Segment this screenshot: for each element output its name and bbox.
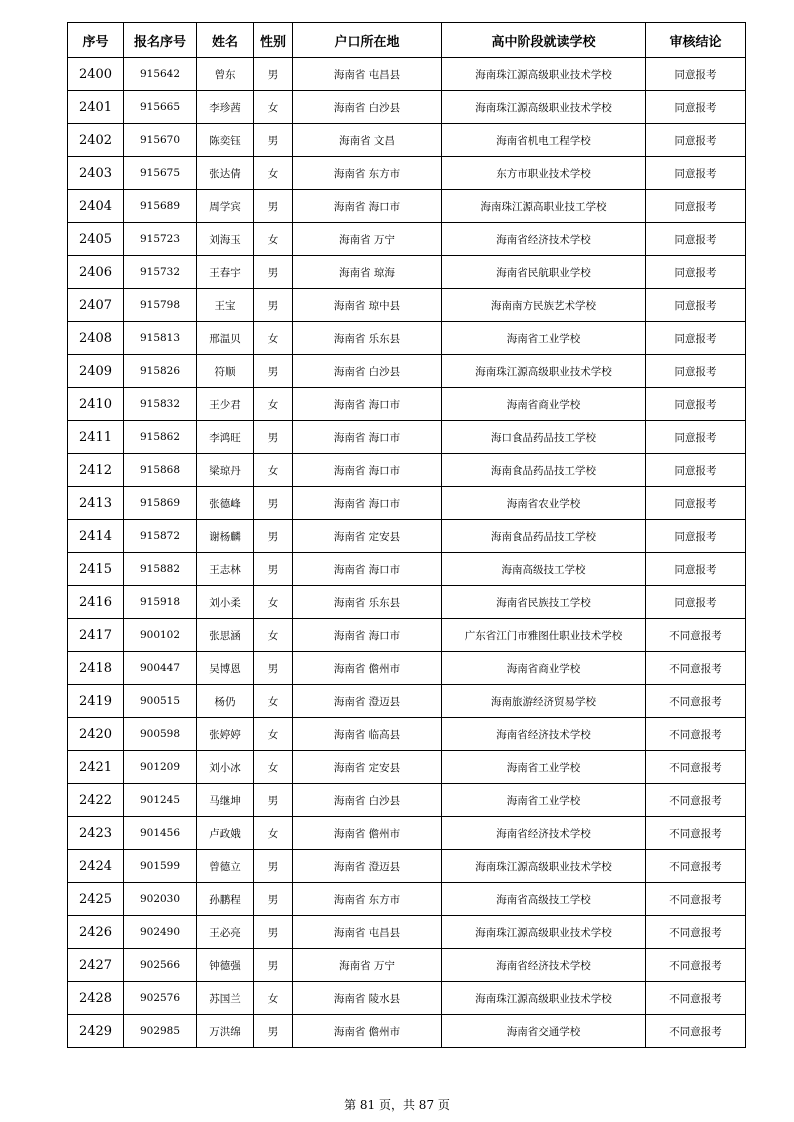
cell-household-location: 海南省 澄迈县 — [293, 850, 442, 883]
table-row — [68, 520, 746, 553]
cell-household-location: 海南省 白沙县 — [293, 784, 442, 817]
cell-name: 王志林 — [197, 553, 254, 586]
cell-seq: 2403 — [68, 157, 124, 190]
cell-high-school: 海南省工业学校 — [442, 322, 646, 355]
cell-gender: 男 — [254, 553, 293, 586]
cell-household-location: 海南省 海口市 — [293, 454, 442, 487]
cell-name: 孙鹏程 — [197, 883, 254, 916]
cell-high-school: 海南省商业学校 — [442, 388, 646, 421]
cell-review-result: 不同意报考 — [646, 850, 746, 883]
cell-gender: 女 — [254, 322, 293, 355]
cell-household-location: 海南省 琼中县 — [293, 289, 442, 322]
cell-name: 刘海玉 — [197, 223, 254, 256]
table-row — [68, 817, 746, 850]
cell-high-school: 海南省经济技术学校 — [442, 223, 646, 256]
cell-registration-no: 900515 — [124, 685, 197, 718]
cell-household-location: 海南省 儋州市 — [293, 1015, 442, 1048]
cell-seq: 2425 — [68, 883, 124, 916]
table-row — [68, 322, 746, 355]
cell-review-result: 同意报考 — [646, 355, 746, 388]
cell-name: 吴博恩 — [197, 652, 254, 685]
cell-review-result: 同意报考 — [646, 454, 746, 487]
cell-registration-no: 901599 — [124, 850, 197, 883]
cell-high-school: 海南旅游经济贸易学校 — [442, 685, 646, 718]
cell-household-location: 海南省 屯昌县 — [293, 916, 442, 949]
cell-gender: 男 — [254, 883, 293, 916]
table-row — [68, 718, 746, 751]
cell-seq: 2410 — [68, 388, 124, 421]
cell-high-school: 海南省经济技术学校 — [442, 949, 646, 982]
cell-review-result: 同意报考 — [646, 388, 746, 421]
cell-gender: 女 — [254, 91, 293, 124]
cell-name: 苏国兰 — [197, 982, 254, 1015]
cell-review-result: 同意报考 — [646, 520, 746, 553]
cell-gender: 男 — [254, 850, 293, 883]
cell-registration-no: 915798 — [124, 289, 197, 322]
table-row — [68, 157, 746, 190]
cell-registration-no: 901245 — [124, 784, 197, 817]
cell-gender: 男 — [254, 421, 293, 454]
cell-seq: 2409 — [68, 355, 124, 388]
cell-household-location: 海南省 白沙县 — [293, 91, 442, 124]
header-high-school: 高中阶段就读学校 — [442, 23, 646, 58]
cell-seq: 2426 — [68, 916, 124, 949]
header-registration-no: 报名序号 — [124, 23, 197, 58]
cell-seq: 2415 — [68, 553, 124, 586]
table-row — [68, 949, 746, 982]
cell-seq: 2424 — [68, 850, 124, 883]
table-row — [68, 223, 746, 256]
cell-household-location: 海南省 万宁 — [293, 223, 442, 256]
table-row — [68, 784, 746, 817]
cell-review-result: 同意报考 — [646, 487, 746, 520]
table-row — [68, 652, 746, 685]
cell-high-school: 海南省农业学校 — [442, 487, 646, 520]
cell-review-result: 不同意报考 — [646, 619, 746, 652]
cell-high-school: 海南省工业学校 — [442, 784, 646, 817]
cell-registration-no: 915670 — [124, 124, 197, 157]
table-row — [68, 553, 746, 586]
cell-name: 张达倩 — [197, 157, 254, 190]
cell-gender: 男 — [254, 949, 293, 982]
cell-high-school: 海南珠江源高级职业技术学校 — [442, 916, 646, 949]
cell-household-location: 海南省 白沙县 — [293, 355, 442, 388]
header-name: 姓名 — [197, 23, 254, 58]
cell-review-result: 不同意报考 — [646, 685, 746, 718]
cell-name: 王少君 — [197, 388, 254, 421]
cell-high-school: 海南高级技工学校 — [442, 553, 646, 586]
cell-high-school: 海南省经济技术学校 — [442, 817, 646, 850]
cell-seq: 2405 — [68, 223, 124, 256]
cell-seq: 2428 — [68, 982, 124, 1015]
cell-gender: 女 — [254, 586, 293, 619]
cell-name: 周学宾 — [197, 190, 254, 223]
cell-gender: 女 — [254, 388, 293, 421]
cell-review-result: 不同意报考 — [646, 1015, 746, 1048]
cell-high-school: 海南食品药品技工学校 — [442, 520, 646, 553]
cell-gender: 男 — [254, 916, 293, 949]
table-row — [68, 751, 746, 784]
cell-household-location: 海南省 海口市 — [293, 619, 442, 652]
cell-name: 谢杨麟 — [197, 520, 254, 553]
cell-household-location: 海南省 海口市 — [293, 553, 442, 586]
table-row — [68, 586, 746, 619]
cell-name: 张德峰 — [197, 487, 254, 520]
cell-gender: 女 — [254, 751, 293, 784]
cell-high-school: 海南省民航职业学校 — [442, 256, 646, 289]
cell-registration-no: 915882 — [124, 553, 197, 586]
table-row — [68, 124, 746, 157]
table-row — [68, 190, 746, 223]
table-row — [68, 1015, 746, 1048]
cell-household-location: 海南省 儋州市 — [293, 817, 442, 850]
cell-review-result: 同意报考 — [646, 421, 746, 454]
cell-registration-no: 915826 — [124, 355, 197, 388]
cell-high-school: 海南珠江源高级职业技术学校 — [442, 850, 646, 883]
cell-gender: 男 — [254, 124, 293, 157]
cell-name: 张婷婷 — [197, 718, 254, 751]
cell-registration-no: 901209 — [124, 751, 197, 784]
cell-review-result: 同意报考 — [646, 157, 746, 190]
cell-registration-no: 915813 — [124, 322, 197, 355]
cell-registration-no: 915675 — [124, 157, 197, 190]
cell-name: 王宝 — [197, 289, 254, 322]
cell-high-school: 海南珠江源高级职业技术学校 — [442, 982, 646, 1015]
cell-household-location: 海南省 乐东县 — [293, 586, 442, 619]
cell-seq: 2422 — [68, 784, 124, 817]
cell-registration-no: 901456 — [124, 817, 197, 850]
cell-registration-no: 915642 — [124, 58, 197, 91]
table-row — [68, 850, 746, 883]
cell-high-school: 海南省交通学校 — [442, 1015, 646, 1048]
cell-household-location: 海南省 儋州市 — [293, 652, 442, 685]
header-gender: 性别 — [254, 23, 293, 58]
cell-seq: 2427 — [68, 949, 124, 982]
cell-review-result: 不同意报考 — [646, 718, 746, 751]
cell-seq: 2407 — [68, 289, 124, 322]
cell-gender: 女 — [254, 454, 293, 487]
cell-review-result: 同意报考 — [646, 256, 746, 289]
table-row — [68, 883, 746, 916]
cell-name: 邢温贝 — [197, 322, 254, 355]
page-number: 第 81 页，共 87 页 — [344, 1098, 450, 1112]
cell-registration-no: 902030 — [124, 883, 197, 916]
table-row — [68, 421, 746, 454]
cell-seq: 2402 — [68, 124, 124, 157]
cell-high-school: 海南南方民族艺术学校 — [442, 289, 646, 322]
cell-high-school: 海南省经济技术学校 — [442, 718, 646, 751]
cell-household-location: 海南省 东方市 — [293, 157, 442, 190]
cell-seq: 2420 — [68, 718, 124, 751]
cell-household-location: 海南省 海口市 — [293, 421, 442, 454]
cell-review-result: 同意报考 — [646, 322, 746, 355]
cell-gender: 女 — [254, 619, 293, 652]
cell-high-school: 广东省江门市雅图仕职业技术学校 — [442, 619, 646, 652]
cell-registration-no: 915869 — [124, 487, 197, 520]
cell-name: 刘小柔 — [197, 586, 254, 619]
table-row — [68, 916, 746, 949]
cell-seq: 2400 — [68, 58, 124, 91]
cell-gender: 女 — [254, 157, 293, 190]
cell-high-school: 海南省机电工程学校 — [442, 124, 646, 157]
cell-household-location: 海南省 定安县 — [293, 751, 442, 784]
cell-seq: 2418 — [68, 652, 124, 685]
cell-seq: 2423 — [68, 817, 124, 850]
cell-seq: 2414 — [68, 520, 124, 553]
header-household-location: 户口所在地 — [293, 23, 442, 58]
cell-review-result: 不同意报考 — [646, 949, 746, 982]
cell-review-result: 同意报考 — [646, 223, 746, 256]
cell-high-school: 海南珠江源高级职业技术学校 — [442, 355, 646, 388]
cell-seq: 2413 — [68, 487, 124, 520]
cell-name: 杨仍 — [197, 685, 254, 718]
cell-gender: 女 — [254, 817, 293, 850]
cell-registration-no: 915862 — [124, 421, 197, 454]
cell-seq: 2417 — [68, 619, 124, 652]
cell-gender: 男 — [254, 58, 293, 91]
cell-household-location: 海南省 海口市 — [293, 487, 442, 520]
cell-gender: 男 — [254, 355, 293, 388]
cell-registration-no: 915832 — [124, 388, 197, 421]
cell-name: 曾德立 — [197, 850, 254, 883]
roster-table — [67, 22, 746, 1048]
table-row — [68, 454, 746, 487]
cell-high-school: 海南省商业学校 — [442, 652, 646, 685]
cell-name: 钟德强 — [197, 949, 254, 982]
cell-registration-no: 915723 — [124, 223, 197, 256]
cell-name: 曾东 — [197, 58, 254, 91]
cell-registration-no: 915665 — [124, 91, 197, 124]
table-row — [68, 91, 746, 124]
cell-review-result: 不同意报考 — [646, 916, 746, 949]
cell-review-result: 不同意报考 — [646, 883, 746, 916]
cell-name: 卢政娥 — [197, 817, 254, 850]
cell-high-school: 海口食品药品技工学校 — [442, 421, 646, 454]
cell-household-location: 海南省 澄迈县 — [293, 685, 442, 718]
cell-registration-no: 902566 — [124, 949, 197, 982]
cell-high-school: 海南珠江源高级职业技术学校 — [442, 91, 646, 124]
cell-household-location: 海南省 临高县 — [293, 718, 442, 751]
table-row — [68, 487, 746, 520]
table-body — [68, 58, 746, 1048]
cell-name: 马继坤 — [197, 784, 254, 817]
cell-registration-no: 915689 — [124, 190, 197, 223]
cell-name: 刘小冰 — [197, 751, 254, 784]
cell-seq: 2408 — [68, 322, 124, 355]
cell-high-school: 海南珠江源高级职业技术学校 — [442, 58, 646, 91]
cell-name: 陈奕钰 — [197, 124, 254, 157]
cell-household-location: 海南省 琼海 — [293, 256, 442, 289]
cell-registration-no: 902576 — [124, 982, 197, 1015]
cell-high-school: 海南省民族技工学校 — [442, 586, 646, 619]
cell-high-school: 海南省高级技工学校 — [442, 883, 646, 916]
cell-household-location: 海南省 海口市 — [293, 190, 442, 223]
table-row — [68, 256, 746, 289]
cell-registration-no: 902985 — [124, 1015, 197, 1048]
cell-high-school: 东方市职业技术学校 — [442, 157, 646, 190]
cell-seq: 2421 — [68, 751, 124, 784]
cell-review-result: 同意报考 — [646, 58, 746, 91]
table-row — [68, 355, 746, 388]
cell-seq: 2412 — [68, 454, 124, 487]
cell-household-location: 海南省 海口市 — [293, 388, 442, 421]
cell-seq: 2416 — [68, 586, 124, 619]
cell-name: 万洪绵 — [197, 1015, 254, 1048]
cell-name: 李鸿旺 — [197, 421, 254, 454]
cell-gender: 男 — [254, 487, 293, 520]
cell-registration-no: 915872 — [124, 520, 197, 553]
cell-gender: 女 — [254, 718, 293, 751]
cell-gender: 男 — [254, 520, 293, 553]
cell-registration-no: 902490 — [124, 916, 197, 949]
cell-review-result: 不同意报考 — [646, 784, 746, 817]
cell-household-location: 海南省 定安县 — [293, 520, 442, 553]
table-row — [68, 982, 746, 1015]
cell-name: 符顺 — [197, 355, 254, 388]
cell-seq: 2404 — [68, 190, 124, 223]
cell-household-location: 海南省 陵水县 — [293, 982, 442, 1015]
cell-registration-no: 900447 — [124, 652, 197, 685]
cell-review-result: 不同意报考 — [646, 652, 746, 685]
cell-gender: 男 — [254, 1015, 293, 1048]
cell-gender: 男 — [254, 190, 293, 223]
cell-review-result: 不同意报考 — [646, 982, 746, 1015]
cell-seq: 2411 — [68, 421, 124, 454]
cell-name: 王春宇 — [197, 256, 254, 289]
cell-review-result: 不同意报考 — [646, 817, 746, 850]
cell-household-location: 海南省 万宁 — [293, 949, 442, 982]
cell-name: 李珍茜 — [197, 91, 254, 124]
cell-gender: 男 — [254, 289, 293, 322]
cell-registration-no: 900102 — [124, 619, 197, 652]
cell-gender: 女 — [254, 223, 293, 256]
cell-review-result: 不同意报考 — [646, 751, 746, 784]
cell-high-school: 海南食品药品技工学校 — [442, 454, 646, 487]
table-row — [68, 619, 746, 652]
cell-gender: 男 — [254, 652, 293, 685]
table-row — [68, 289, 746, 322]
cell-review-result: 同意报考 — [646, 190, 746, 223]
cell-registration-no: 915732 — [124, 256, 197, 289]
cell-name: 张思涵 — [197, 619, 254, 652]
cell-gender: 男 — [254, 784, 293, 817]
cell-registration-no: 915918 — [124, 586, 197, 619]
cell-name: 梁琼丹 — [197, 454, 254, 487]
cell-household-location: 海南省 屯昌县 — [293, 58, 442, 91]
table-row — [68, 685, 746, 718]
table-header-row — [68, 23, 746, 58]
cell-review-result: 同意报考 — [646, 553, 746, 586]
header-seq: 序号 — [68, 23, 124, 58]
cell-gender: 女 — [254, 982, 293, 1015]
cell-registration-no: 915868 — [124, 454, 197, 487]
cell-name: 王必亮 — [197, 916, 254, 949]
cell-seq: 2401 — [68, 91, 124, 124]
cell-registration-no: 900598 — [124, 718, 197, 751]
cell-high-school: 海南珠江源高职业技工学校 — [442, 190, 646, 223]
cell-seq: 2429 — [68, 1015, 124, 1048]
cell-seq: 2406 — [68, 256, 124, 289]
cell-review-result: 同意报考 — [646, 124, 746, 157]
cell-household-location: 海南省 文昌 — [293, 124, 442, 157]
cell-seq: 2419 — [68, 685, 124, 718]
cell-gender: 女 — [254, 685, 293, 718]
table-row — [68, 58, 746, 91]
cell-household-location: 海南省 东方市 — [293, 883, 442, 916]
cell-review-result: 同意报考 — [646, 586, 746, 619]
header-review-result: 审核结论 — [646, 23, 746, 58]
cell-high-school: 海南省工业学校 — [442, 751, 646, 784]
table-row — [68, 388, 746, 421]
cell-gender: 男 — [254, 256, 293, 289]
cell-review-result: 同意报考 — [646, 91, 746, 124]
cell-household-location: 海南省 乐东县 — [293, 322, 442, 355]
cell-review-result: 同意报考 — [646, 289, 746, 322]
